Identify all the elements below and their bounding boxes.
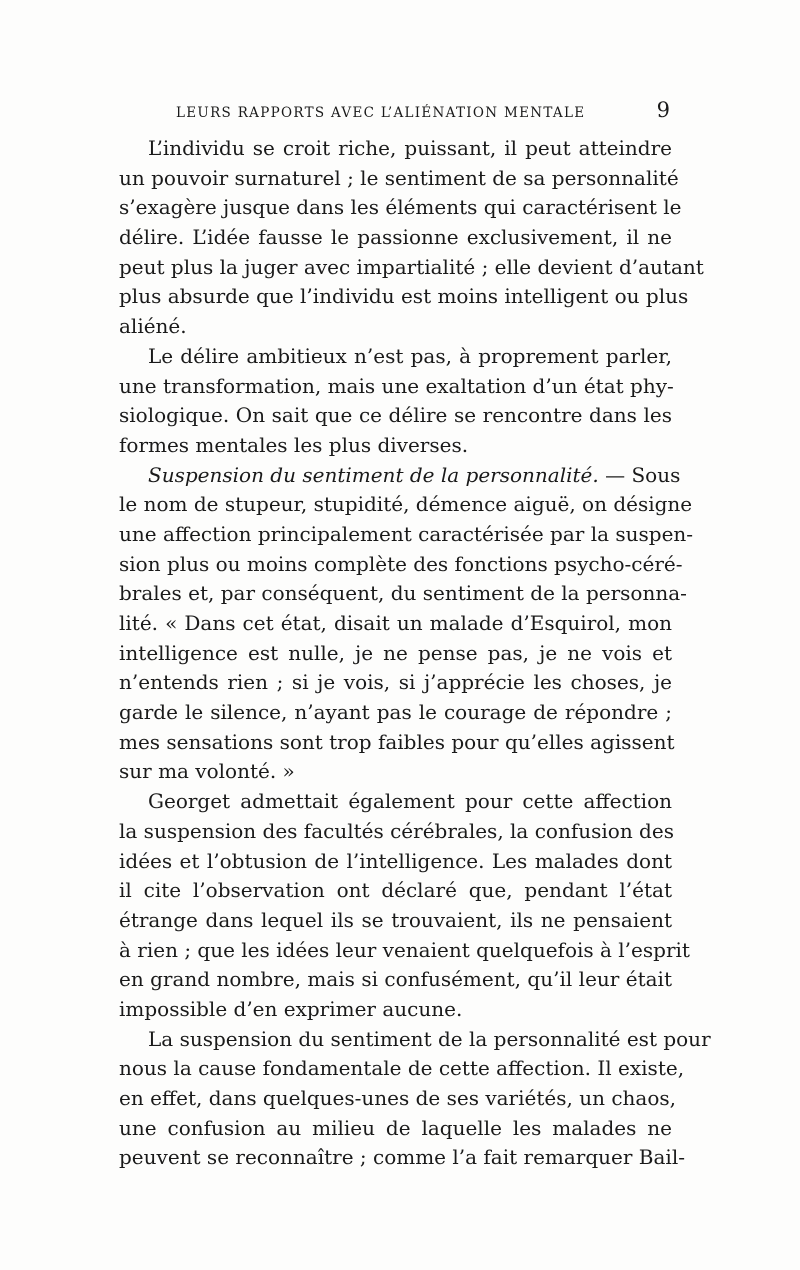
section-heading-line bbox=[119, 461, 681, 491]
page-number: 9 bbox=[656, 98, 670, 122]
text-line: à rien ; que les idées leur venaient quelquefois à l’esprit bbox=[119, 937, 690, 962]
text-line: une transformation, mais une exaltation d’un état phy- bbox=[119, 373, 674, 398]
text-line: étrange dans lequel ils se trouvaient, ils ne pensaient bbox=[119, 907, 672, 932]
text-line: une confusion au milieu de laquelle les malades ne bbox=[119, 1115, 672, 1140]
text-line: intelligence est nulle, je ne pense pas, je ne vois et bbox=[119, 640, 672, 665]
text-line: la suspension des facultés cérébrales, la confusion des bbox=[119, 818, 674, 843]
section-heading: Suspension du sentiment de la personnalité. bbox=[148, 462, 599, 487]
running-title: LEURS RAPPORTS AVEC L’ALIÉNATION MENTALE bbox=[176, 105, 586, 121]
text-line: peuvent se reconnaître ; comme l’a fait remarquer Bail- bbox=[119, 1145, 685, 1170]
text-line: n’entends rien ; si je vois, si j’apprécie les choses, je bbox=[119, 670, 672, 695]
text-line: formes mentales les plus diverses. bbox=[119, 432, 469, 457]
text-line: La suspension du sentiment de la personnalité est pour bbox=[148, 1026, 711, 1051]
heading-continuation: — Sous bbox=[598, 462, 681, 487]
body-text bbox=[119, 134, 711, 1173]
text-line: aliéné. bbox=[119, 314, 187, 339]
text-line: nous la cause fondamentale de cette affection. Il existe, bbox=[119, 1056, 685, 1081]
text-line: en grand nombre, mais si confusément, qu’il leur était bbox=[119, 967, 672, 992]
text-line: impossible d’en exprimer aucune. bbox=[119, 996, 463, 1021]
text-line: idées et l’obtusion de l’intelligence. Les malades dont bbox=[119, 848, 672, 873]
text-line: Le délire ambitieux n’est pas, à proprement parler, bbox=[148, 343, 672, 368]
text-line: un pouvoir surnaturel ; le sentiment de sa personnalité bbox=[119, 165, 679, 190]
text-line: L’individu se croit riche, puissant, il peut atteindre bbox=[148, 136, 672, 160]
text-line: s’exagère jusque dans les éléments qui caractérisent le bbox=[119, 195, 682, 220]
text-line: en effet, dans quelques-unes de ses variétés, un chaos, bbox=[119, 1086, 676, 1110]
text-line: sion plus ou moins complète des fonctions psycho-céré- bbox=[119, 551, 683, 576]
text-line: Georget admettait également pour cette affection bbox=[148, 789, 672, 814]
text-line: garde le silence, n’ayant pas le courage de répondre ; bbox=[119, 700, 672, 725]
text-line: brales et, par conséquent, du sentiment de la personna- bbox=[119, 581, 687, 606]
running-head bbox=[170, 100, 670, 130]
text-line: lité. « Dans cet état, disait un malade d’Esquirol, mon bbox=[119, 611, 672, 635]
text-line: une affection principalement caractérisée par la suspen- bbox=[119, 521, 694, 546]
text-line: siologique. On sait que ce délire se rencontre dans les bbox=[119, 403, 672, 428]
text-line: sur ma volonté. » bbox=[119, 759, 295, 784]
text-line: le nom de stupeur, stupidité, démence aiguë, on désigne bbox=[119, 492, 693, 517]
text-line: plus absurde que l’individu est moins intelligent ou plus bbox=[119, 284, 689, 309]
text-line: il cite l’observation ont déclaré que, pendant l’état bbox=[119, 878, 672, 903]
text-line: délire. L’idée fausse le passionne exclusivement, il ne bbox=[119, 225, 672, 250]
text-line: mes sensations sont trop faibles pour qu’elles agissent bbox=[119, 729, 675, 754]
text-line: peut plus la juger avec impartialité ; elle devient d’autant bbox=[119, 254, 704, 279]
